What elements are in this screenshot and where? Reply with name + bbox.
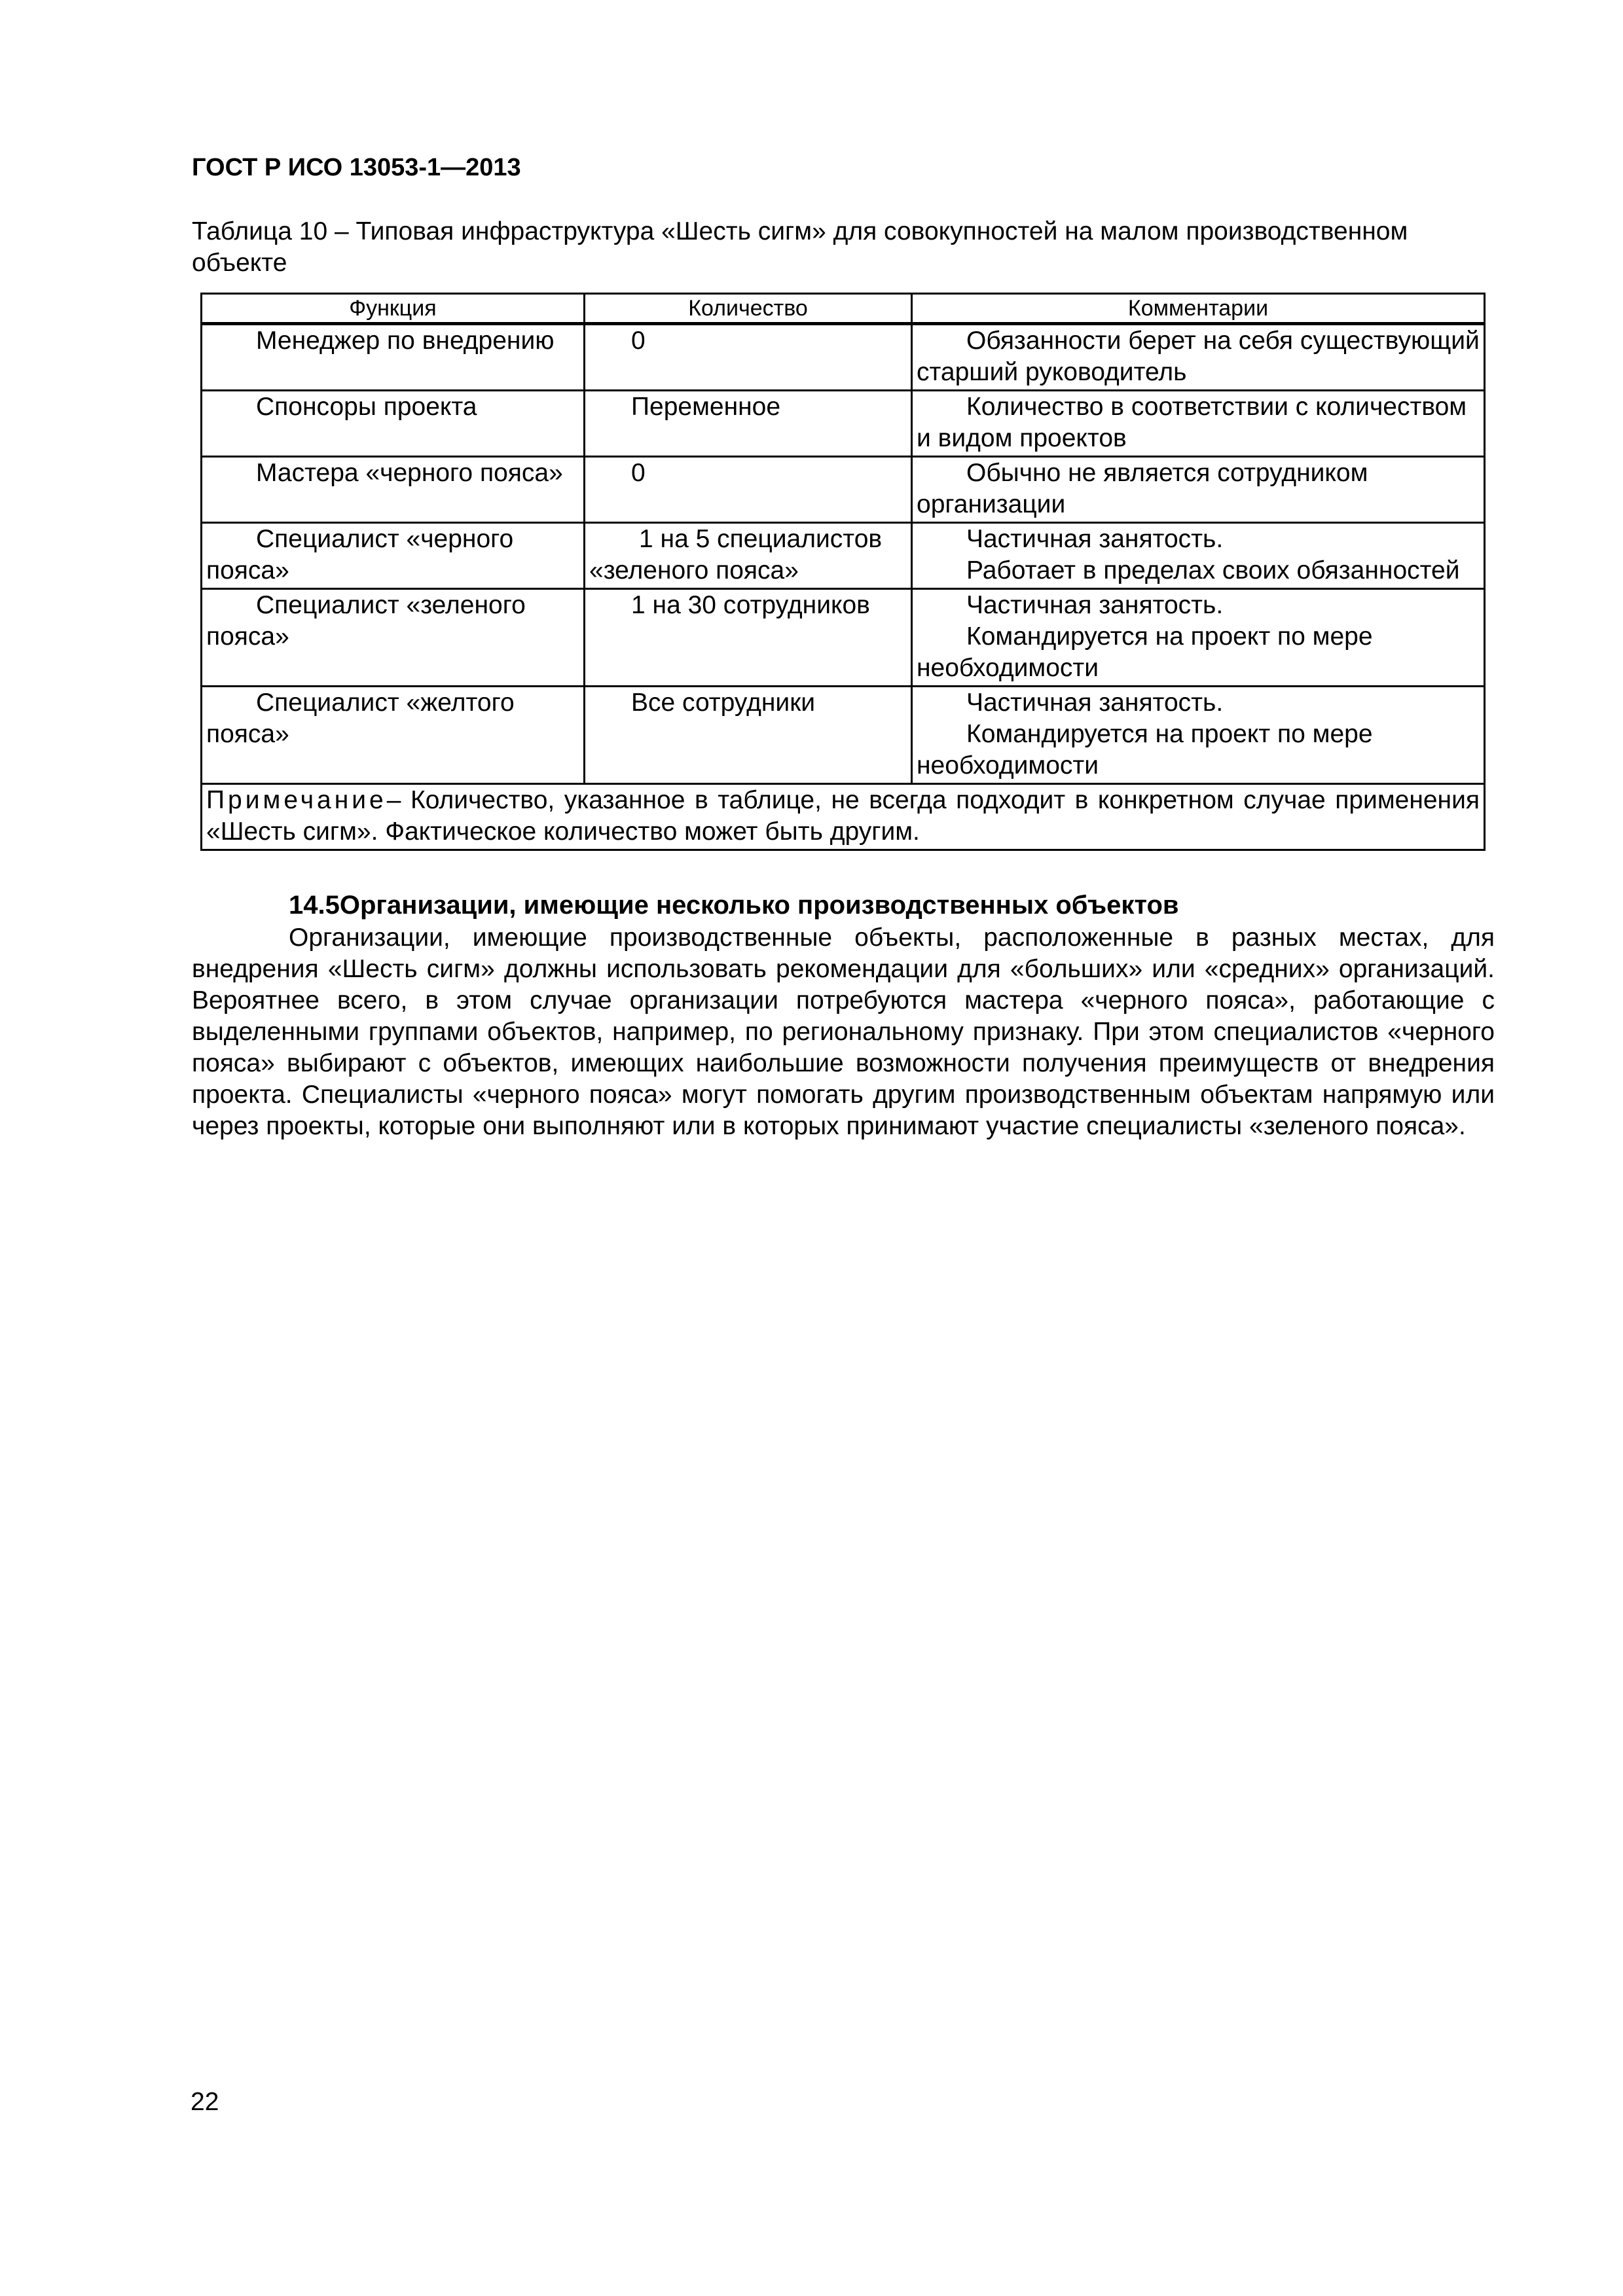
function-cell: Менеджер по внедрению (202, 324, 585, 391)
column-header-function: Функция (202, 294, 585, 324)
table-header-row (202, 294, 1485, 324)
table-note (202, 784, 1485, 850)
comment-line: Обычно не является сотрудником организации (917, 459, 1368, 518)
note-text: – Количество, указанное в таблице, не всегда подходит в конкретном случае применения «Шесть сигм». Фактическое количество может быть другим. (206, 786, 1480, 846)
page-number: 22 (191, 2088, 219, 2116)
function-cell: Специалист «черного пояса» (202, 523, 585, 589)
table-row (202, 324, 1485, 391)
quantity-cell: 0 (585, 457, 912, 523)
quantity-cell: Переменное (585, 391, 912, 457)
table-row (202, 457, 1485, 523)
table-row (202, 391, 1485, 457)
table-row (202, 523, 1485, 589)
function-cell: Специалист «желтого пояса» (202, 687, 585, 784)
function-cell: Специалист «зеленого пояса» (202, 589, 585, 687)
section-paragraph: Организации, имеющие производственные объекты, расположенные в разных местах, для внедрения «Шесть сигм» должны использовать рекомендации для «больших» или «средних» организаций. Вероятнее всего, в этом случае организации потребуются мастера «черного пояса», работающие с выделенными группами объектов, например, по региональному признаку. При этом специалистов «черного пояса» выбирают с объектов, имеющих наибольшие возможности получения преимуществ от внедрения проекта. Специалисты «черного пояса» могут помогать другим производственным объектам напрямую или через проекты, которые они выполняют или в которых принимают участие специалисты «зеленого пояса». (192, 924, 1495, 1140)
note-label: Примечание (206, 786, 387, 814)
table-note-row (202, 784, 1485, 850)
comments-cell (912, 523, 1485, 589)
comment-line: Частичная занятость. (966, 525, 1224, 553)
table-row (202, 687, 1485, 784)
comments-cell (912, 324, 1485, 391)
function-cell: Мастера «черного пояса» (202, 457, 585, 523)
comment-line: Командируется на проект по мере необходимости (917, 622, 1373, 682)
quantity-cell: 1 на 5 специалистов «зеленого пояса» (585, 523, 912, 589)
comment-line: Количество в соответствии с количеством и видом проектов (917, 393, 1467, 452)
table-row (202, 589, 1485, 687)
function-cell: Спонсоры проекта (202, 391, 585, 457)
comment-line: Обязанности берет на себя существующий старший руководитель (917, 327, 1480, 386)
comments-cell (912, 687, 1485, 784)
table-caption: Таблица 10 – Типовая инфраструктура «Шесть сигм» для совокупностей на малом производственном объекте (192, 217, 1408, 277)
quantity-cell: 1 на 30 сотрудников (585, 589, 912, 687)
comment-line: Частичная занятость. (966, 591, 1224, 619)
quantity-cell: Все сотрудники (585, 687, 912, 784)
comment-line: Командируется на проект по мере необходимости (917, 720, 1373, 780)
column-header-quantity: Количество (585, 294, 912, 324)
comments-cell (912, 391, 1485, 457)
quantity-cell: 0 (585, 324, 912, 391)
comment-line: Частичная занятость. (966, 689, 1224, 717)
section-heading: 14.5Организации, имеющие несколько производственных объектов (289, 891, 1179, 920)
comments-cell (912, 589, 1485, 687)
infrastructure-table (200, 293, 1486, 851)
column-header-comments: Комментарии (912, 294, 1485, 324)
comments-cell (912, 457, 1485, 523)
document-header: ГОСТ Р ИСО 13053-1—2013 (192, 154, 521, 181)
comment-line: Работает в пределах своих обязанностей (966, 556, 1460, 584)
